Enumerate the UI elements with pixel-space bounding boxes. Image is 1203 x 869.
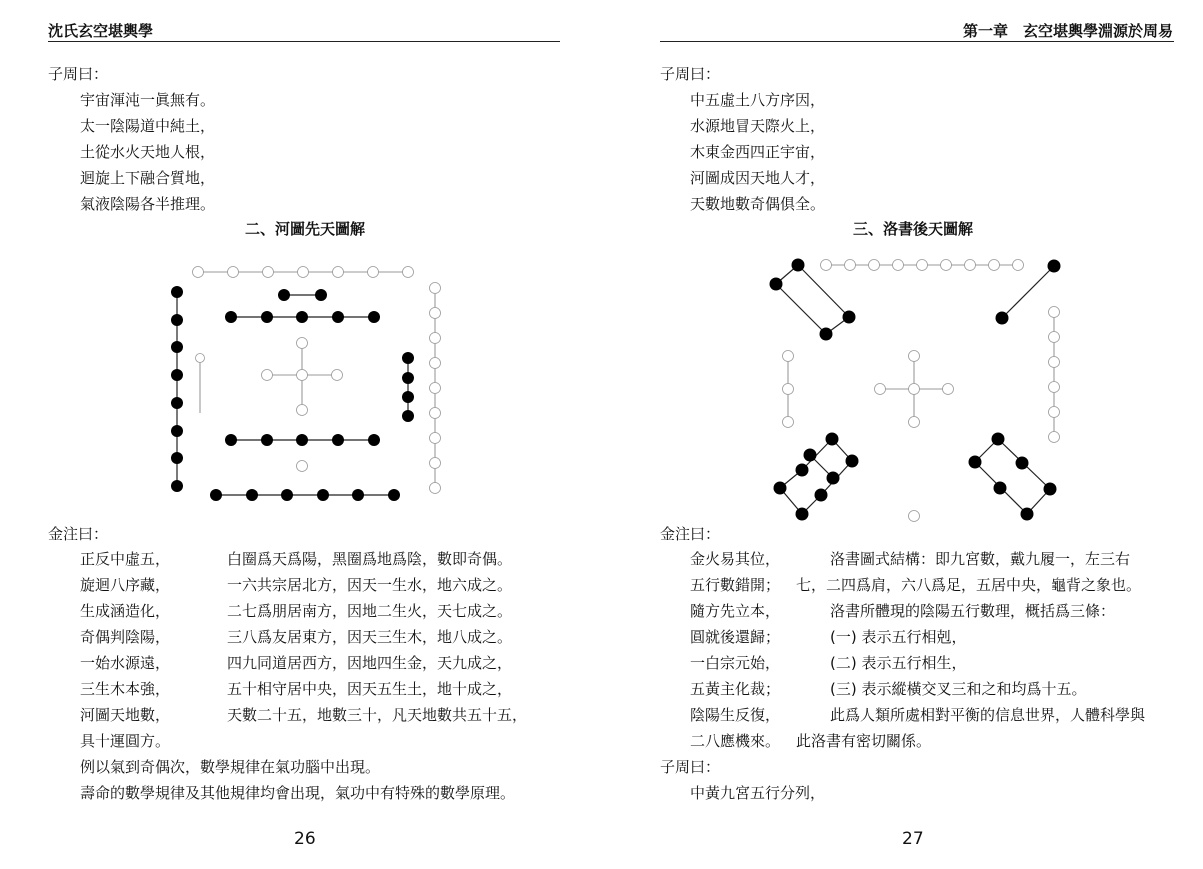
note-verse: 旋迴八序藏， [80,576,171,594]
note-verse: 隨方先立本， [690,602,781,620]
body-line: 具十運圓方。 [80,732,171,750]
page-number: 26 [294,829,316,849]
note-verse: 正反中虛五， [80,550,171,568]
note-verse: 一始水源遠， [80,654,171,672]
note-text: 七，二四爲肩，六八爲足，五居中央，龜背之象也。 [796,576,1142,594]
tail-intro: 子周曰： [660,758,721,776]
note-verse: 五黃主化裁； [690,680,781,698]
poem-line: 水源地冒天際火上， [690,117,826,135]
left-page [0,0,601,869]
diagram-title: 二、河圖先天圖解 [244,220,365,238]
note-text: 一六共宗居北方，因天一生水，地六成之。 [227,576,513,594]
note-verse: 奇偶判陰陽， [80,628,171,646]
right-page [602,0,1203,869]
poem-line: 木東金西四正宇宙， [690,143,826,161]
note-text: (一) 表示五行相剋， [830,628,967,646]
poem-line: 宇宙渾沌一眞無有。 [80,91,216,109]
note-text: 二七爲朋居南方，因地二生火，天七成之。 [227,602,513,620]
note-verse: 五行數錯開； [690,576,781,594]
poem-line: 天數地數奇偶俱全。 [690,195,826,213]
body-line: 例以氣到奇偶次，數學規律在氣功腦中出現。 [80,758,381,776]
note-verse: 二八應機來。 [690,732,781,750]
note-text: 洛書圖式結構：即九宮數，戴九履一，左三右 [830,550,1131,568]
note-text: 洛書所體現的陰陽五行數理，概括爲三條： [830,602,1116,620]
note-text: 白圈爲天爲陽，黑圈爲地爲陰，數即奇偶。 [227,550,513,568]
note-verse: 生成涵造化， [80,602,171,620]
note-verse: 圓就後還歸； [690,628,781,646]
header-rule [48,41,560,42]
note-text: 三八爲友居東方，因天三生木，地八成之。 [227,628,513,646]
note-intro: 金注曰： [48,525,109,543]
poem-line: 太一陰陽道中純土， [80,117,216,135]
note-verse: 一白宗元始， [690,654,781,672]
note-intro: 金注曰： [660,525,721,543]
body-line: 壽命的數學規律及其他規律均會出現，氣功中有特殊的數學原理。 [80,784,516,802]
note-verse: 陰陽生反復， [690,706,781,724]
note-text: (三) 表示縱橫交叉三和之和均爲十五。 [830,680,1087,698]
running-header: 第一章 玄空堪輿學淵源於周易 [962,22,1173,40]
note-text: 此洛書有密切關係。 [796,732,932,750]
poem-line: 河圖成因天地人才， [690,169,826,187]
note-text: 天數二十五，地數三十，凡天地數共五十五， [227,706,528,724]
diagram-title: 三、洛書後天圖解 [852,220,973,238]
body-line: 中黃九宮五行分列， [690,784,826,802]
note-text: (二) 表示五行相生， [830,654,967,672]
note-verse: 金火易其位， [690,550,781,568]
note-text: 此爲人類所處相對平衡的信息世界，人體科學與 [830,706,1146,724]
note-verse: 三生木本強， [80,680,171,698]
poem-line: 土從水火天地人根， [80,143,216,161]
poem-intro: 子周曰： [660,65,721,83]
poem-line: 迴旋上下融合質地， [80,169,216,187]
poem-line: 氣液陰陽各半推理。 [80,195,216,213]
page-number: 27 [902,829,924,849]
note-text: 四九同道居西方，因地四生金，天九成之， [227,654,513,672]
note-verse: 河圖天地數， [80,706,171,724]
hetu-diagram [160,255,460,510]
poem-line: 中五虛土八方序因， [690,91,826,109]
luoshu-diagram [762,252,1067,524]
header-rule [660,41,1174,42]
poem-intro: 子周曰： [48,65,109,83]
running-header: 沈氏玄空堪輿學 [48,22,154,40]
note-text: 五十相守居中央，因天五生土，地十成之， [227,680,513,698]
